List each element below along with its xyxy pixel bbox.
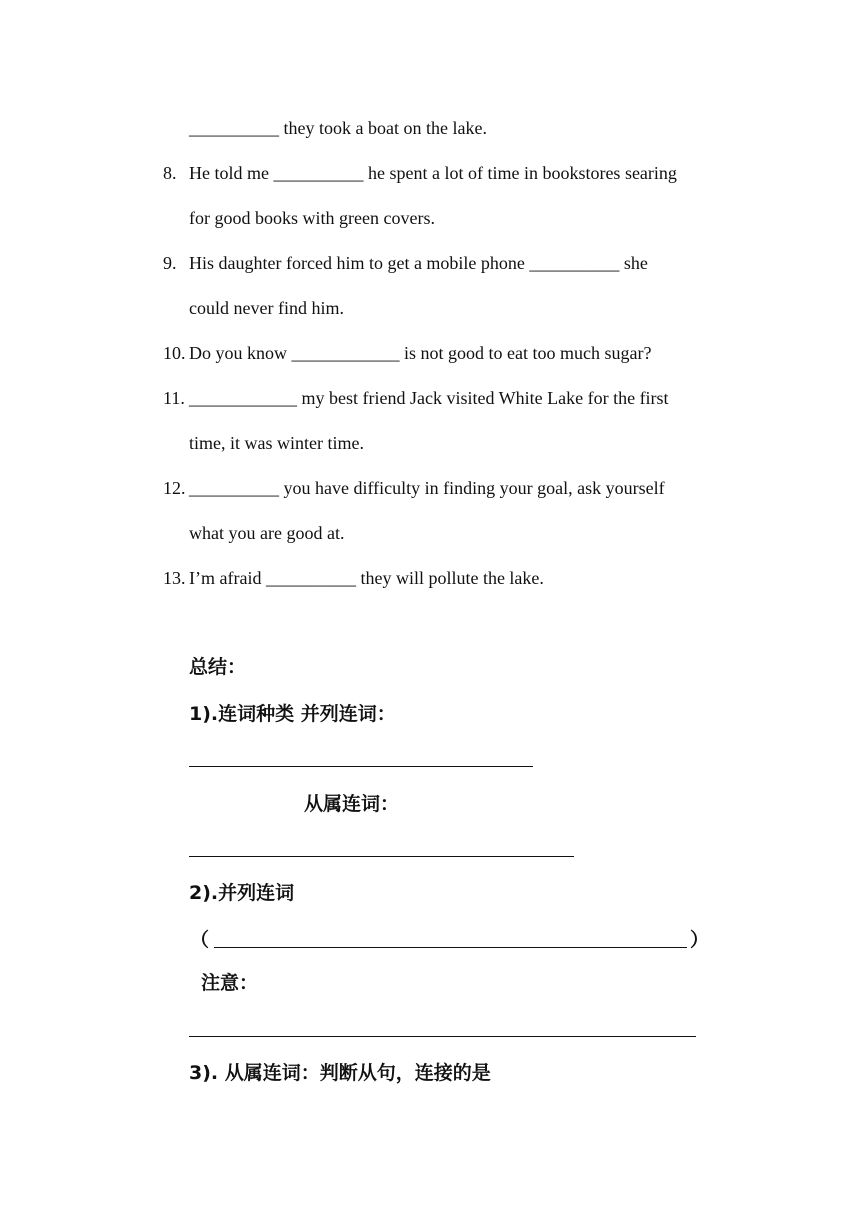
exercise-13-number: 13. [163,568,186,588]
exercise-11-line-1: ____________ my best friend Jack visited White Lake for the first [189,388,669,408]
summary-heading: 总结： [189,656,247,678]
exercise-7-line-1: __________ they took a boat on the lake. [189,118,487,138]
summary-item-1-sub-label: 从属连词： [304,793,400,815]
note-label: 注意： [201,972,259,994]
exercise-12-line-1: __________ you have difficulty in finding your goal, ask yourself [189,478,665,498]
blank-line-subordinating [189,856,574,857]
exercise-9-number: 9. [163,253,177,273]
exercise-8-line-1: He told me __________ he spent a lot of time in bookstores searing [189,163,677,183]
open-paren: （ [190,929,210,951]
summary-item-2-label: 2).并列连词 [189,882,295,904]
exercise-9-line-2: could never find him. [189,298,344,318]
exercise-12-line-2: what you are good at. [189,523,345,543]
blank-line-coordinating [189,766,533,767]
exercise-12-number: 12. [163,478,186,498]
summary-item-3-label: 3). 从属连词：判断从句，连接的是 [189,1062,491,1084]
exercise-8-number: 8. [163,163,177,183]
close-paren: ） [690,929,710,951]
exercise-13-line-1: I’m afraid __________ they will pollute the lake. [189,568,544,588]
exercise-10-number: 10. [163,343,186,363]
exercise-11-number: 11. [163,388,185,408]
exercise-11-line-2: time, it was winter time. [189,433,364,453]
exercise-9-line-1: His daughter forced him to get a mobile phone __________ she [189,253,648,273]
exercise-10-line-1: Do you know ____________ is not good to eat too much sugar? [189,343,652,363]
exercise-8-line-2: for good books with green covers. [189,208,435,228]
blank-line-note [189,1036,696,1037]
blank-line-coordinating-list [214,947,687,948]
summary-item-1-label: 1).连词种类 并列连词： [189,703,396,725]
